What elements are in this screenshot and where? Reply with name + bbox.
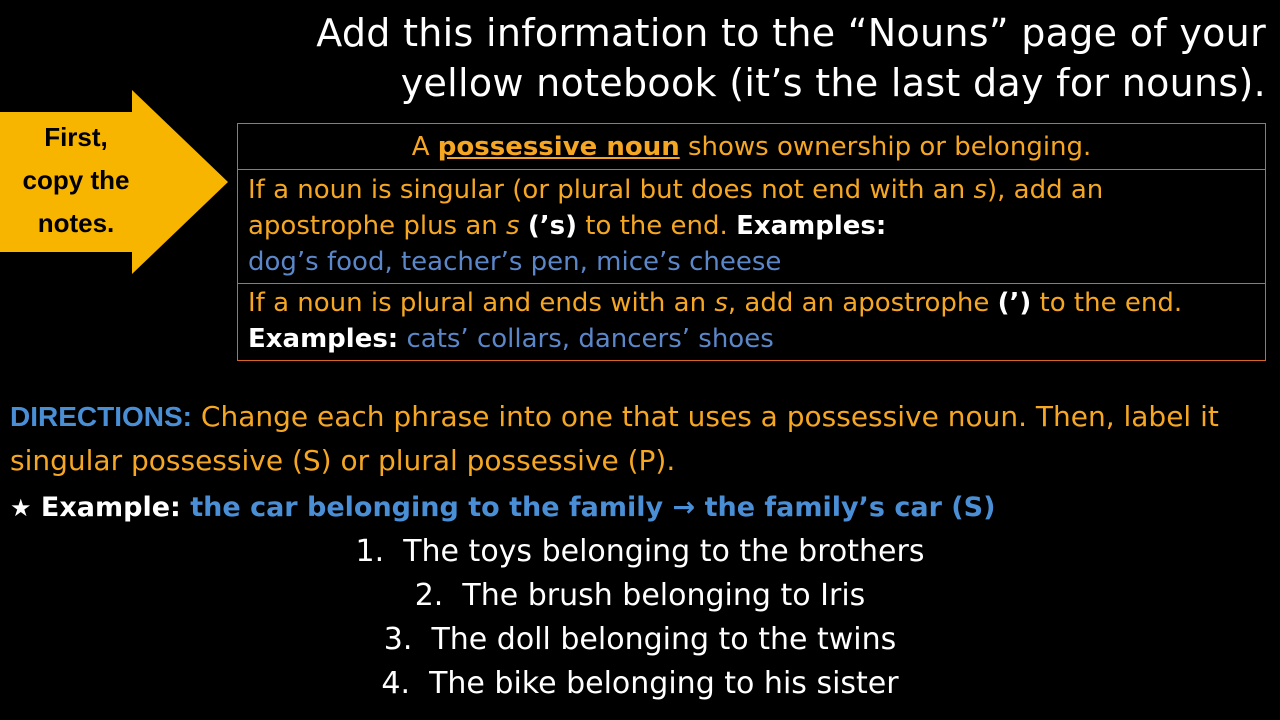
singular-rule-text-1: If a noun is singular (or plural but does not end with an — [248, 175, 974, 205]
example-label: Example: — [40, 492, 181, 523]
arrow-icon: → — [672, 492, 696, 523]
callout-arrow — [0, 90, 232, 274]
definition-term: possessive noun — [437, 132, 680, 162]
notes-box — [237, 123, 1266, 361]
item-text: The toys belonging to the brothers — [403, 534, 925, 569]
plural-rule-text-3: to the end. — [1031, 288, 1183, 318]
singular-rule-text-3: to the end. — [576, 211, 737, 241]
notes-plural-rule — [238, 284, 1265, 360]
list-item — [0, 662, 1280, 706]
singular-rule-s-2: s — [506, 211, 520, 241]
example-answer: the family’s car (S) — [704, 492, 996, 523]
plural-rule-form: (’) — [997, 288, 1032, 318]
item-text: The bike belonging to his sister — [429, 666, 899, 701]
plural-rule-text-2: , add an apostrophe — [727, 288, 998, 318]
list-item — [0, 530, 1280, 574]
notes-definition — [238, 124, 1265, 170]
plural-examples-label: Examples: — [248, 324, 399, 354]
singular-rule-s-1: s — [973, 175, 987, 205]
list-item — [0, 618, 1280, 662]
directions — [10, 395, 1275, 483]
title-line-1: Add this information to the “Nouns” page of your — [316, 11, 1266, 55]
plural-rule-text-1: If a noun is plural and ends with an — [248, 288, 715, 318]
item-text: The doll belonging to the twins — [431, 622, 897, 657]
plural-examples: cats’ collars, dancers’ shoes — [406, 324, 774, 354]
singular-examples-label: Examples: — [736, 211, 887, 241]
item-number: 1. — [355, 534, 385, 569]
directions-text: Change each phrase into one that uses a possessive noun. Then, label it singular possessive (S) or plural possessive (P). — [10, 400, 1219, 477]
star-icon: ★ — [10, 494, 32, 522]
list-item — [0, 574, 1280, 618]
callout-line-1: First, — [44, 122, 108, 152]
singular-rule-form: (’s) — [527, 211, 577, 241]
item-number: 4. — [381, 666, 411, 701]
singular-examples: dog’s food, teacher’s pen, mice’s cheese — [248, 247, 782, 277]
plural-rule-s: s — [714, 288, 728, 318]
item-text: The brush belonging to Iris — [462, 578, 866, 613]
example-line — [10, 488, 1275, 528]
definition-post: shows ownership or belonging. — [679, 132, 1092, 162]
callout-text — [6, 116, 146, 245]
example-phrase: the car belonging to the family — [190, 492, 664, 523]
item-number: 2. — [414, 578, 444, 613]
exercise-list — [0, 530, 1280, 706]
notes-singular-rule — [238, 170, 1265, 284]
singular-rule-text-2: ), add an apostrophe plus an — [248, 175, 1104, 241]
directions-label: DIRECTIONS: — [10, 401, 192, 432]
item-number: 3. — [383, 622, 413, 657]
title-line-2: yellow notebook (it’s the last day for nouns). — [400, 61, 1266, 105]
slide-title — [106, 8, 1266, 108]
definition-pre: A — [411, 132, 438, 162]
callout-line-3: notes. — [37, 208, 115, 238]
callout-line-2: copy the — [22, 165, 130, 195]
